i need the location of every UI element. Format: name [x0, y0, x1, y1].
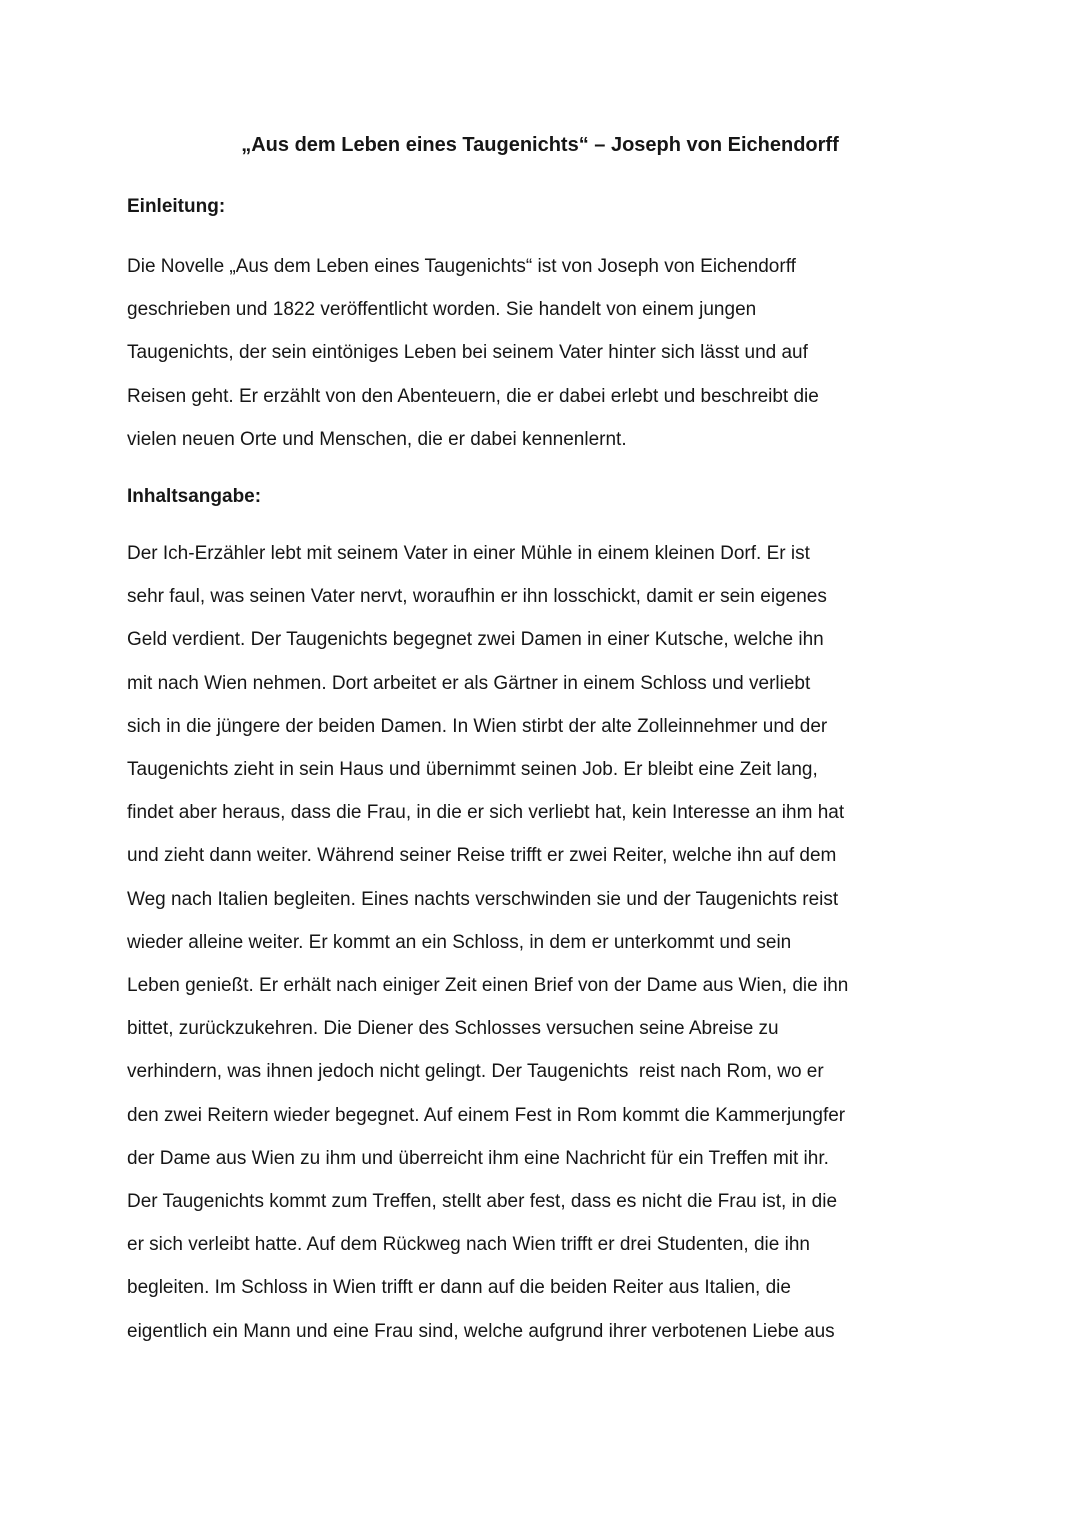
paragraph-line: Taugenichts, der sein eintöniges Leben bei seinem Vater hinter sich lässt und auf	[127, 342, 808, 364]
paragraph-line: mit nach Wien nehmen. Dort arbeitet er als Gärtner in einem Schloss und verliebt	[127, 672, 811, 694]
paragraph-line: Der Ich-Erzähler lebt mit seinem Vater in einer Mühle in einem kleinen Dorf. Er ist	[127, 543, 810, 564]
paragraph-line: Der Taugenichts kommt zum Treffen, stellt aber fest, dass es nicht die Frau ist, in die	[127, 1191, 838, 1213]
paragraph-line: Reisen geht. Er erzählt von den Abenteuern, die er dabei erlebt und beschreibt die	[127, 385, 819, 407]
paragraph-line: sehr faul, was seinen Vater nervt, woraufhin er ihn losschickt, damit er sein eigenes	[127, 586, 827, 608]
paragraph-line: Weg nach Italien begleiten. Eines nachts verschwinden sie und der Taugenichts reist	[127, 888, 839, 910]
paragraph-line: sich in die jüngere der beiden Damen. In Wien stirbt der alte Zolleinnehmer und der	[127, 715, 828, 737]
section-heading-einleitung: Einleitung:	[127, 196, 226, 217]
paragraph-line: wieder alleine weiter. Er kommt an ein Schloss, in dem er unterkommt und sein	[127, 931, 792, 953]
paragraph-line: bittet, zurückzukehren. Die Diener des Schlosses versuchen seine Abreise zu	[127, 1018, 779, 1040]
paragraph-line: vielen neuen Orte und Menschen, die er dabei kennenlernt.	[127, 428, 627, 450]
paragraph-line: geschrieben und 1822 veröffentlicht worden. Sie handelt von einem jungen	[127, 299, 757, 321]
paragraph-line: begleiten. Im Schloss in Wien trifft er dann auf die beiden Reiter aus Italien, die	[127, 1277, 791, 1299]
paragraph-einleitung	[127, 245, 819, 461]
document-title: „Aus dem Leben eines Taugenichts“ – Joseph von Eichendorff	[241, 134, 839, 156]
paragraph-line: findet aber heraus, dass die Frau, in die er sich verliebt hat, kein Interesse an ihm hat	[127, 802, 845, 824]
paragraph-line: Geld verdient. Der Taugenichts begegnet zwei Damen in einer Kutsche, welche ihn	[127, 629, 824, 651]
paragraph-line: eigentlich ein Mann und eine Frau sind, welche aufgrund ihrer verbotenen Liebe aus	[127, 1320, 835, 1342]
paragraph-line: der Dame aus Wien zu ihm und überreicht ihm eine Nachricht für ein Treffen mit ihr.	[127, 1147, 829, 1169]
paragraph-line: er sich verleibt hatte. Auf dem Rückweg nach Wien trifft er drei Studenten, die ihn	[127, 1234, 810, 1256]
paragraph-line: und zieht dann weiter. Während seiner Reise trifft er zwei Reiter, welche ihn auf dem	[127, 845, 837, 867]
paragraph-inhaltsangabe	[127, 532, 848, 1353]
section-heading-inhaltsangabe: Inhaltsangabe:	[127, 486, 262, 507]
paragraph-line: Die Novelle „Aus dem Leben eines Taugenichts“ ist von Joseph von Eichendorff	[127, 256, 796, 277]
paragraph-line: den zwei Reitern wieder begegnet. Auf einem Fest in Rom kommt die Kammerjungfer	[127, 1104, 846, 1126]
paragraph-line: Leben genießt. Er erhält nach einiger Zeit einen Brief von der Dame aus Wien, die ihn	[127, 975, 849, 997]
paragraph-line: verhindern, was ihnen jedoch nicht gelingt. Der Taugenichts reist nach Rom, wo er	[127, 1061, 824, 1083]
paragraph-line: Taugenichts zieht in sein Haus und übernimmt seinen Job. Er bleibt eine Zeit lang,	[127, 759, 818, 781]
